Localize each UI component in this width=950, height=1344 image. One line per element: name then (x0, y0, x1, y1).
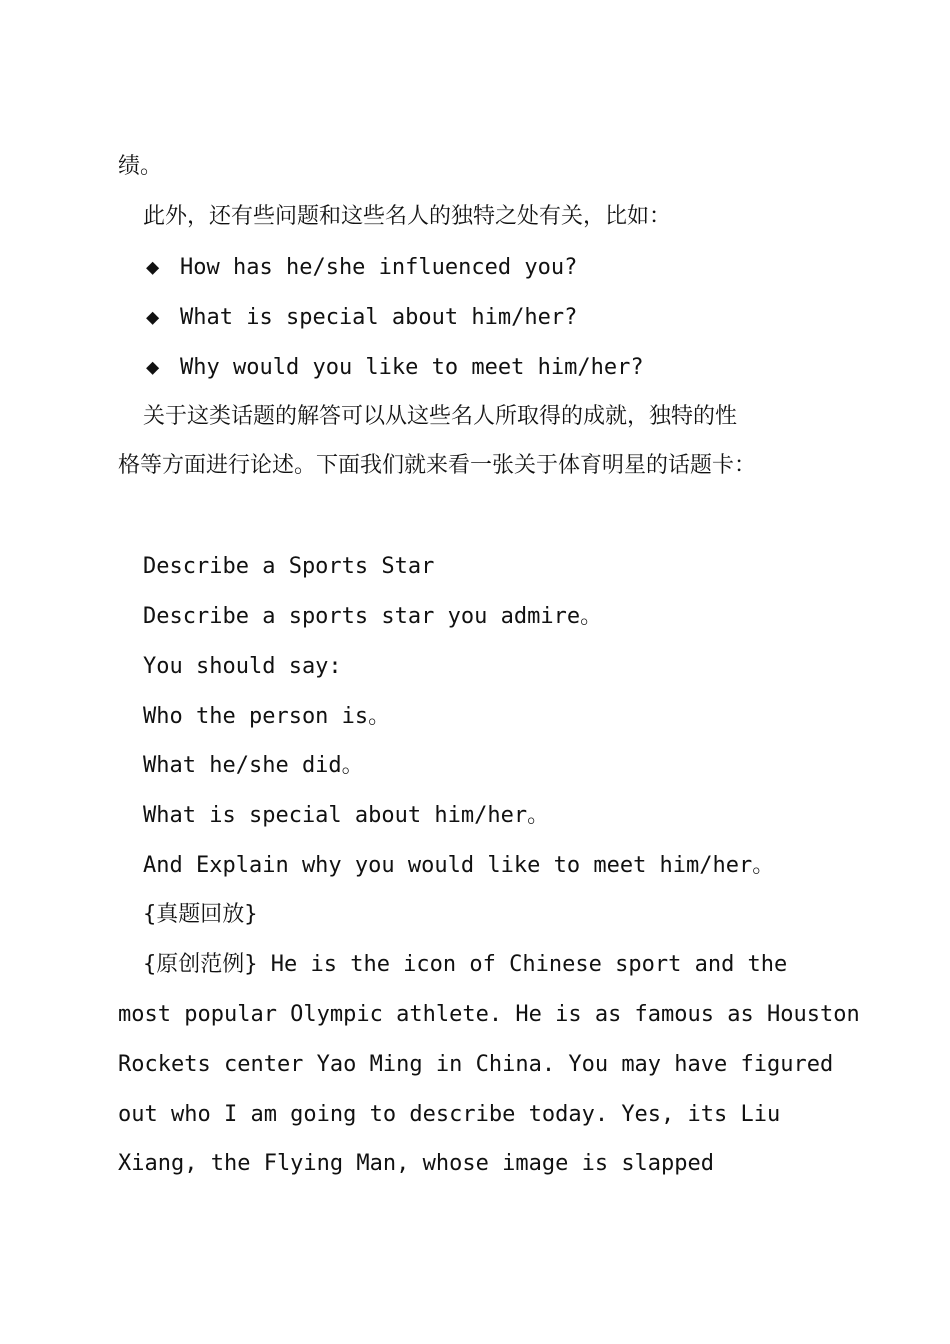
explanation-line-1: 关于这类话题的解答可以从这些名人所取得的成就，独特的性 (143, 404, 738, 429)
sample-line: Rockets center Yao Ming in China. You may have figured (118, 1052, 834, 1077)
sample-line: Xiang, the Flying Man, whose image is slapped (118, 1151, 715, 1176)
diamond-bullet-icon: ◆ (146, 255, 160, 280)
question-item (146, 253, 577, 283)
card-should-say: You should say: (143, 654, 342, 679)
question-item (146, 353, 644, 383)
card-point: What he/she did。 (143, 753, 364, 778)
diamond-bullet-icon: ◆ (146, 305, 160, 330)
card-title: Describe a Sports Star (143, 554, 435, 579)
question-text: How has he/she influenced you? (180, 255, 578, 280)
explanation-line-2: 格等方面进行论述。下面我们就来看一张关于体育明星的话题卡： (118, 453, 757, 478)
intro-paragraph: 此外，还有些问题和这些名人的独特之处有关，比如： (143, 204, 672, 229)
diamond-bullet-icon: ◆ (146, 355, 160, 380)
question-text: Why would you like to meet him/her? (180, 355, 644, 380)
sample-line: out who I am going to describe today. Yes, its Liu (118, 1102, 781, 1127)
continuation-text: 绩。 (118, 154, 163, 179)
real-test-tag: {真题回放} (143, 902, 258, 927)
card-point: What is special about him/her。 (143, 803, 550, 828)
question-text: What is special about him/her? (180, 305, 578, 330)
card-point: Who the person is。 (143, 704, 391, 729)
card-point: And Explain why you would like to meet him/her。 (143, 853, 775, 878)
sample-line: {原创范例} He is the icon of Chinese sport and the (143, 952, 788, 977)
sample-line: most popular Olympic athlete. He is as famous as Houston (118, 1002, 860, 1027)
card-prompt: Describe a sports star you admire。 (143, 604, 603, 629)
question-item (146, 303, 577, 333)
